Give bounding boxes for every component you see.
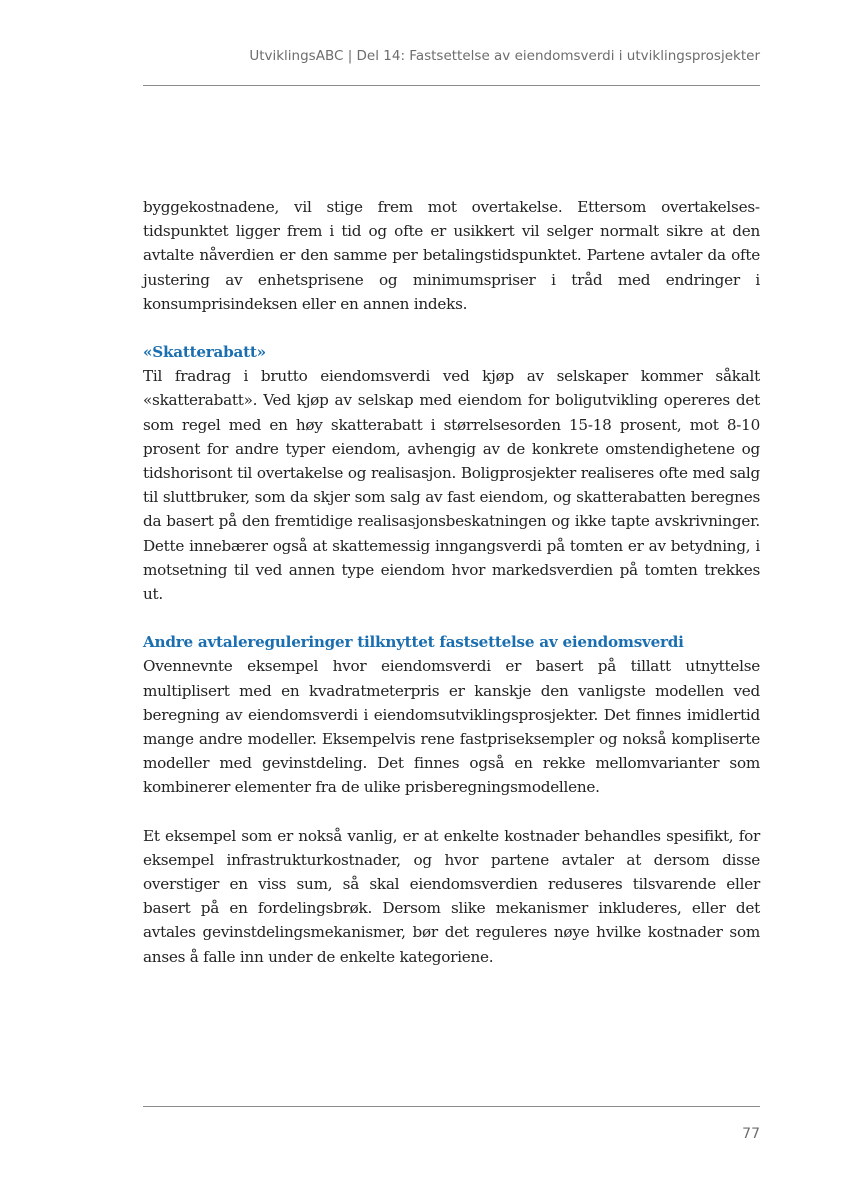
body-paragraph: Til fradrag i brutto eiendomsverdi ved kjøp av selskaper kommer såkalt «skatterabatt». Ved kjøp av selskap med eiendom for boligutvikling opereres det som regel med en høy skatterabatt i størrelsesorden 15-18 prosent, mot 8-10 prosent for andre typer eiendom, avhengig av de konkrete omstendighetene og tidshorisont til overtakelse og realisasjon. Boligprosjekter realiseres ofte med salg til sluttbruker, som da skjer som salg av fast eiendom, og skatterabatten beregnes da basert på den fremtidige realisasjonsbeskatningen og ikke tapte avskrivninger. Dette innebærer også at skattemessig inngangsverdi på tomten er av betydning, i motsetning til ved annen type eiendom hvor markedsverdien på tomten trekkes ut. — [143, 367, 760, 604]
footer-divider — [143, 1106, 760, 1107]
paragraph-spacer — [143, 606, 760, 630]
header-divider — [143, 85, 760, 86]
section-heading-andre-avtalereguleringer: Andre avtalereguleringer tilknyttet fastsettelse av eiendomsverdi — [143, 633, 684, 652]
section-heading-skatterabatt: «Skatterabatt» — [143, 343, 266, 362]
page-number: 77 — [742, 1126, 760, 1142]
paragraph-spacer — [143, 316, 760, 340]
body-paragraph: byggekostnadene, vil stige frem mot overtakelse. Ettersom overtakelsestidspunktet ligger frem i tid og ofte er usikkert vil selger normalt sikre at den avtalte nåverdien er den samme per betalingstidspunktet. Partene avtaler da ofte justering av enhetsprisene og minimumspriser i tråd med endringer i konsumprisindeksen eller en annen indeks. — [143, 198, 760, 313]
running-header: UtviklingsABC | Del 14: Fastsettelse av eiendomsverdi i utviklingsprosjekter — [249, 48, 760, 64]
body-paragraph: Et eksempel som er nokså vanlig, er at enkelte kostnader behandles spesifikt, for eksempel infrastrukturkostnader, og hvor partene avtaler at dersom disse overstiger en viss sum, så skal eiendomsverdien reduseres tilsvarende eller basert på en fordelingsbrøk. Dersom slike mekanismer inkluderes, eller det avtales gevinstdelingsmekanismer, bør det reguleres nøye hvilke kostnader som anses å falle inn under de enkelte kategoriene. — [143, 826, 760, 966]
body-paragraph: Ovennevnte eksempel hvor eiendomsverdi er basert på tillatt utnyttelse multiplisert med en kvadratmeterpris er kanskje den vanligste modellen ved beregning av eiendomsverdi i eiendomsutviklingsprosjekter. Det finnes imidlertid mange andre modeller. Eksempelvis rene fastpriseksempler og nokså kompliserte modeller med gevinstdeling. Det finnes også en rekke mellomvarianter som kombinerer elementer fra de ulike prisberegningsmodellene. — [143, 657, 760, 797]
paragraph-spacer — [143, 800, 760, 824]
page-content — [143, 195, 760, 969]
